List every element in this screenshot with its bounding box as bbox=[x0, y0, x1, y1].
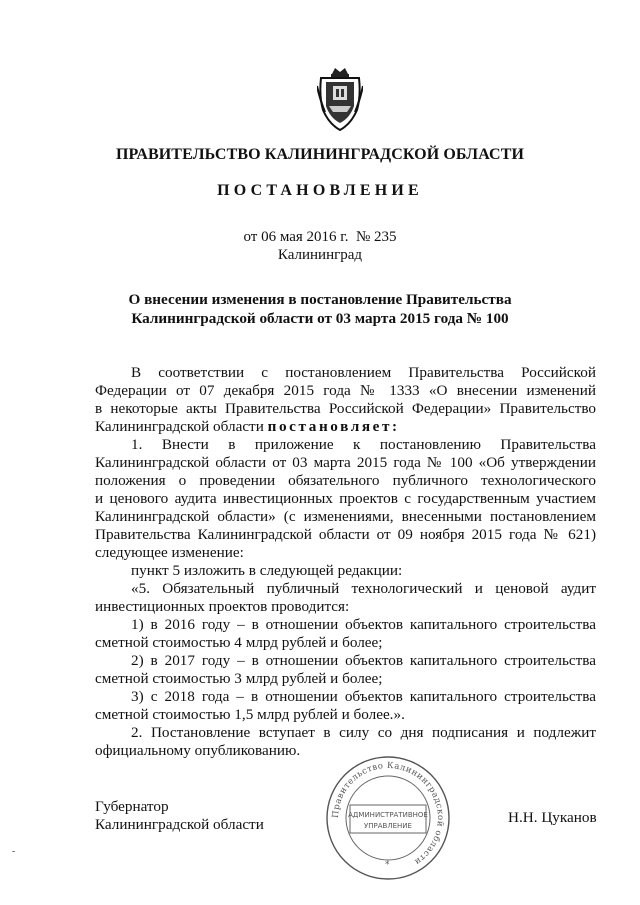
organization-name: ПРАВИТЕЛЬСТВО КАЛИНИНГРАДСКОЙ ОБЛАСТИ bbox=[115, 146, 525, 163]
signatory-title-line-2: Калининградской области bbox=[95, 816, 264, 833]
body-line: В соответствии с постановлением Правительства Российской bbox=[131, 364, 596, 381]
body-line: инвестиционных проектов проводится: bbox=[95, 598, 350, 615]
seal-ring-text: Правительство Калининградской области bbox=[330, 760, 446, 867]
official-seal-icon bbox=[322, 755, 454, 881]
signatory-name: Н.Н. Цуканов bbox=[508, 809, 597, 826]
body-line: Правительства Калининградской области от 09 ноября 2015 года № 621) bbox=[95, 526, 596, 543]
city: Калининград bbox=[277, 247, 363, 263]
document-number: 235 bbox=[374, 229, 397, 245]
document-type: ПОСТАНОВЛЕНИЕ bbox=[217, 182, 423, 199]
subject-line-2: Калининградской области от 03 марта 2015 года № 100 bbox=[131, 310, 509, 327]
body-line: положения о проведении обязательного публичного технологического bbox=[95, 472, 596, 489]
body-line: сметной стоимостью 4 млрд рублей и более; bbox=[95, 634, 383, 651]
body-line: Федерации от 07 декабря 2015 года № 1333 «О внесении изменений bbox=[95, 382, 596, 399]
body-line: 1) в 2016 году – в отношении объектов капитального строительства bbox=[131, 616, 596, 633]
body-line bbox=[95, 418, 596, 436]
margin-mark: - bbox=[12, 846, 16, 857]
body-line: сметной стоимостью 3 млрд рублей и более; bbox=[95, 670, 383, 687]
body-line: пункт 5 изложить в следующей редакции: bbox=[131, 562, 403, 579]
svg-text:*: * bbox=[385, 860, 390, 870]
body-line: и ценового аудита инвестиционных проектов с государственным участием bbox=[95, 490, 596, 507]
body-line: «5. Обязательный публичный технологический и ценовой аудит bbox=[131, 580, 596, 597]
body-line: Калининградской области» (с изменениями, внесенными постановлением bbox=[95, 508, 596, 525]
subject-heading bbox=[60, 290, 580, 328]
body-line: 3) с 2018 года – в отношении объектов капитального строительства bbox=[131, 688, 596, 705]
coat-of-arms-icon bbox=[317, 66, 363, 132]
date-prefix: от bbox=[243, 229, 258, 245]
signatory-title bbox=[95, 798, 264, 834]
body-line: официальному опубликованию. bbox=[95, 742, 301, 759]
number-sign: № bbox=[355, 229, 371, 245]
seal-center-line-2: УПРАВЛЕНИЕ bbox=[364, 822, 412, 830]
date-line bbox=[0, 229, 640, 246]
resolution-word: постановляет: bbox=[267, 418, 400, 435]
signatory-title-line-1: Губернатор bbox=[95, 798, 169, 815]
seal-center-line-1: АДМИНИСТРАТИВНОЕ bbox=[348, 811, 428, 819]
subject-line-1: О внесении изменения в постановление Правительства bbox=[128, 291, 512, 308]
body-line: Калининградской области от 03 марта 2015 года № 100 «Об утверждении bbox=[95, 454, 596, 471]
body-line: сметной стоимостью 1,5 млрд рублей и более.». bbox=[95, 706, 405, 723]
body-line-text: Калининградской области bbox=[95, 418, 268, 435]
body-line: 2. Постановление вступает в силу со дня подписания и подлежит bbox=[131, 724, 596, 741]
date-value: 06 мая bbox=[261, 229, 303, 245]
body-line: 2) в 2017 году – в отношении объектов капитального строительства bbox=[131, 652, 596, 669]
body-line: 1. Внести в приложение к постановлению Правительства bbox=[131, 436, 596, 453]
date-year: 2016 г. bbox=[306, 229, 349, 245]
body-line: в некоторые акты Правительства Российской Федерации» Правительство bbox=[95, 400, 596, 417]
body-line: следующее изменение: bbox=[95, 544, 244, 561]
